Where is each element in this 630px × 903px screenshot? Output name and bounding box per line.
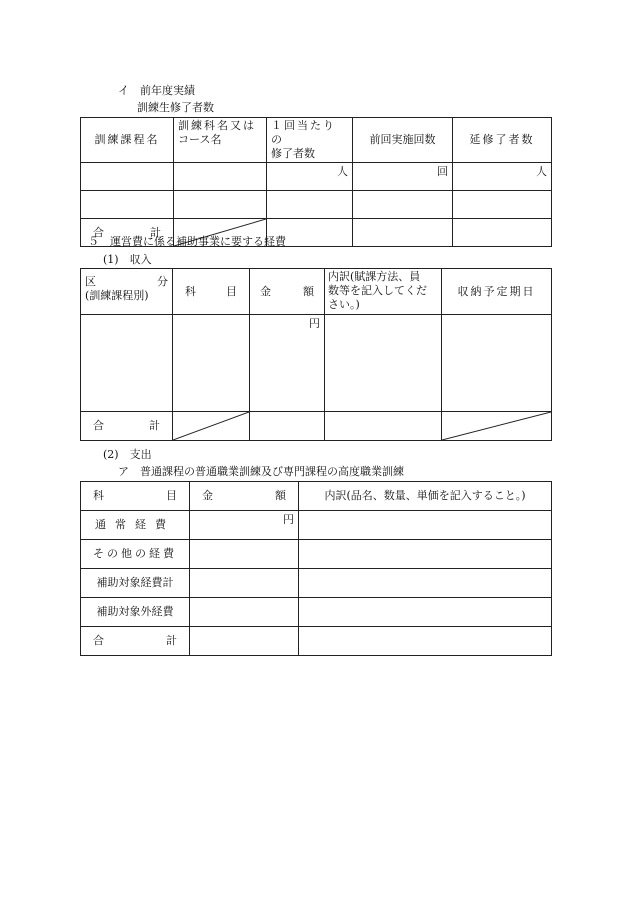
subheading-income: (1) 収入 [103,253,152,266]
header-per-session: １回当たりの 修了者数 [267,118,353,163]
table-row [81,511,552,540]
cell[interactable] [250,315,325,412]
section-heading-vocational-training: ア 普通課程の普通職業訓練及び専門課程の高度職業訓練 [118,465,404,478]
cell[interactable] [299,511,552,540]
cell[interactable] [325,315,442,412]
cell[interactable] [353,191,453,219]
cell[interactable] [325,412,442,441]
total-label: 合 計 [81,219,174,247]
table-row [81,191,552,219]
diagonal-cell [173,412,250,441]
cell[interactable] [174,163,267,191]
cell[interactable] [81,191,174,219]
cell[interactable] [190,540,299,569]
cell[interactable] [299,598,552,627]
section-heading-operating-expenses: ５ 運営費に係る補助事業に要する経費 [88,235,286,248]
diagonal-cell [442,412,552,441]
cell[interactable] [442,315,552,412]
unit-yen: 円 [309,317,320,330]
table-row [81,163,552,191]
subheading-completers: 訓練生修了者数 [137,101,214,114]
unit-yen: 円 [283,513,294,526]
table-row [81,540,552,569]
cell[interactable] [81,315,173,412]
total-label: 合 計 [81,412,173,441]
header-breakdown: 内訳(品名、数量、単価を記入すること。) [299,482,552,511]
cell[interactable] [299,540,552,569]
cell[interactable] [190,511,299,540]
total-row [81,627,552,656]
row-label-subsidy-eligible-total: 補助対象経費計 [81,569,190,598]
cell[interactable] [267,163,353,191]
unit-person: 人 [337,165,348,178]
subheading-expenditure: (2) 支出 [103,448,152,461]
cell[interactable] [353,163,453,191]
cell[interactable] [173,315,250,412]
cell[interactable] [267,191,353,219]
row-label-non-subsidy-expenses: 補助対象外経費 [81,598,190,627]
header-subject-name: 訓練科名又は コース名 [174,118,267,163]
table-row [81,315,552,412]
cell[interactable] [81,163,174,191]
income-table [80,268,552,441]
cell[interactable] [453,191,552,219]
cell[interactable] [190,569,299,598]
header-breakdown: 内訳(賦課方法、員 数等を記入してくだ さい。) [325,269,442,315]
header-amount: 金 額 [250,269,325,315]
cell[interactable] [353,219,453,247]
cell[interactable] [174,191,267,219]
cell[interactable] [299,569,552,598]
unit-times: 回 [437,165,448,178]
table-row [81,569,552,598]
total-row [81,412,552,441]
cell[interactable] [453,219,552,247]
header-item: 科 目 [81,482,190,511]
header-total-completers: 延修了者数 [453,118,552,163]
cell[interactable] [250,412,325,441]
cell[interactable] [299,627,552,656]
section-heading-previous-results: イ 前年度実績 [118,84,195,97]
expenditure-table [80,481,552,656]
header-amount: 金 額 [190,482,299,511]
header-category: 区 分 (訓練課程別) [81,269,173,315]
total-label: 合 計 [81,627,190,656]
header-item: 科 目 [173,269,250,315]
table-row [81,598,552,627]
header-due-date: 収納予定期日 [442,269,552,315]
header-course-type: 訓練課程名 [81,118,174,163]
cell[interactable] [190,598,299,627]
header-previous-count: 前回実施回数 [353,118,453,163]
row-label-other-expenses: その他の経費 [81,540,190,569]
cell[interactable] [190,627,299,656]
completers-table [80,117,552,247]
cell[interactable] [453,163,552,191]
unit-person: 人 [536,165,547,178]
row-label-regular-expenses: 通常経費 [81,511,190,540]
